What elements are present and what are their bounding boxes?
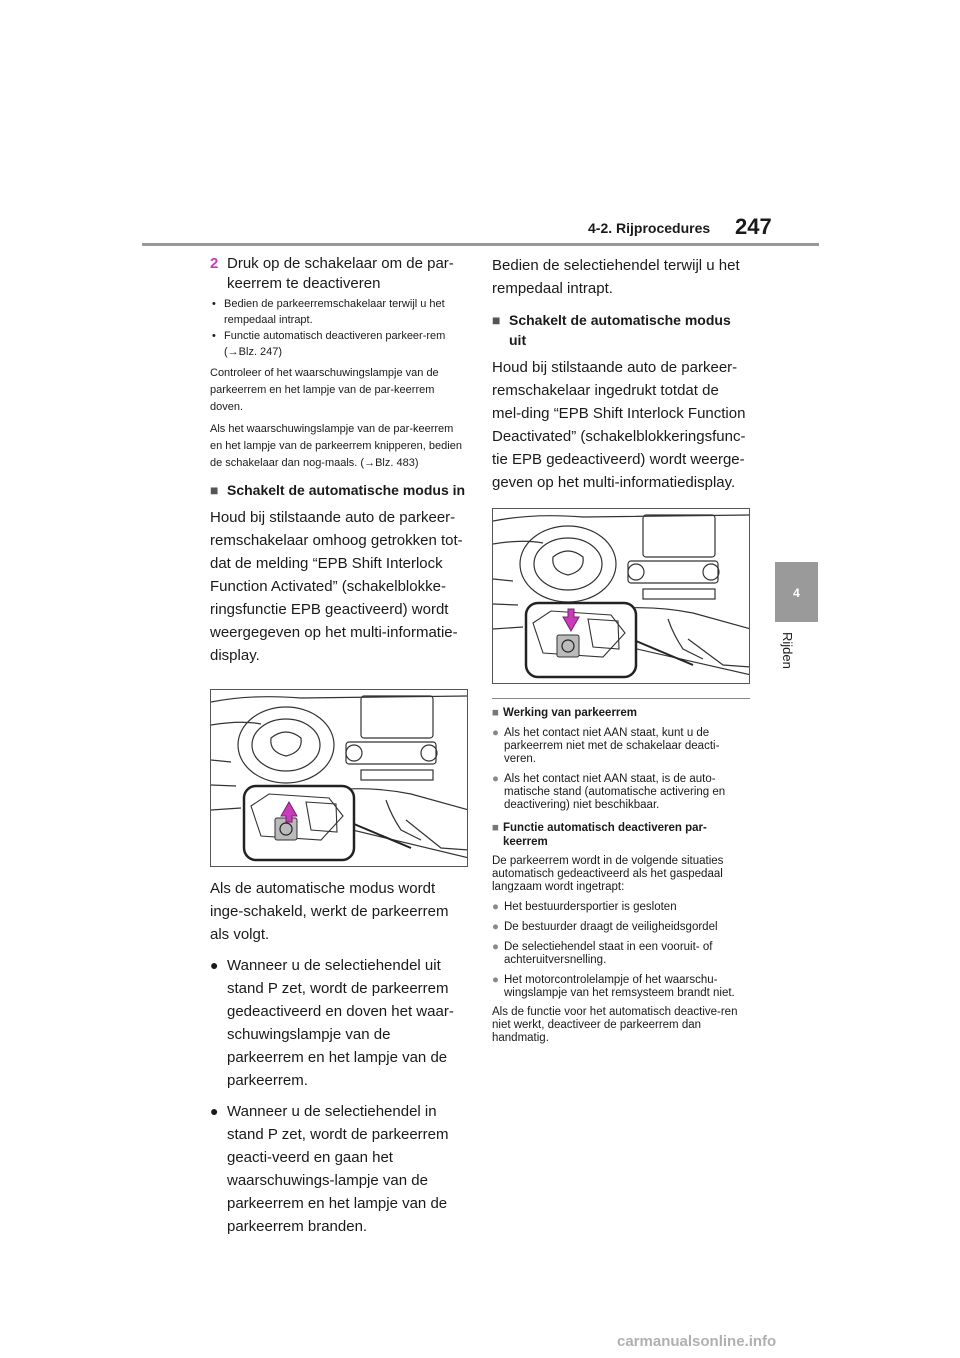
note-item: ● Als het contact niet AAN staat, kunt u de parkeerrem niet met de schakelaar deacti-veren.	[492, 727, 720, 765]
notes-divider	[492, 698, 750, 699]
note-heading-operation: ■ Werking van parkeerrem	[492, 707, 638, 719]
note-item: ● Het motorcontrolelampje of het waarschu-wingslampje van het remsysteem brandt niet.	[492, 974, 735, 999]
illustration-switch-press-down	[492, 508, 750, 684]
note-item: ● Als het contact niet AAN staat, is de auto-matische stand (automatische activering en deactivering) niet beschikbaar.	[492, 773, 726, 811]
bullet-dot-icon: ●	[492, 773, 499, 785]
bullet-dot-icon: ●	[492, 901, 499, 913]
dashboard-illustration	[493, 509, 750, 684]
note-item: ● De bestuurder draagt de veiligheidsgordel	[492, 921, 718, 933]
note-item: ● De selectiehendel staat in een vooruit- of achteruitversnelling.	[492, 941, 713, 966]
note-item: ● Het bestuurdersportier is gesloten	[492, 901, 677, 913]
step-text: Druk op de schakelaar om de par-keerrem te deactiveren	[227, 255, 454, 292]
note-paragraph: De parkeerrem wordt in de volgende situaties automatisch gedeactiveerd als het gaspedaal langzaam wordt ingetrapt:	[492, 855, 724, 893]
right-column	[492, 254, 750, 1045]
bullet-dot-icon: •	[212, 330, 216, 342]
auto-mode-explanation: Als de automatische modus wordt inge-schakeld, werkt de parkeerrem als volgt.	[210, 880, 449, 943]
dashboard-illustration	[211, 690, 468, 867]
header-divider	[142, 243, 819, 246]
auto-off-instructions: Houd bij stilstaande auto de parkeer-remschakelaar ingedrukt totdat de mel-ding “EPB Shift Interlock Function Deactivated” (schakelblokkeringsfunc-tie EPB gedeactiveerd) wordt weerge-geven op het multi-informatiedisplay.	[492, 359, 746, 491]
auto-on-instructions: Houd bij stilstaande auto de parkeer-remschakelaar omhoog getrokken tot-dat de melding “EPB Shift Interlock Function Activated” (schakelblokke-ringsfunctie EPB geactiveerd) wordt weergegeven op het multi-informatie-display.	[210, 509, 463, 664]
intro-paragraph: Bedien de selectiehendel terwijl u het rempedaal intrapt.	[492, 257, 740, 297]
page-number: 247	[735, 214, 772, 239]
note-footer: Als de functie voor het automatisch deactive-ren niet werkt, deactiveer de parkeerrem dan handmatig.	[492, 1006, 738, 1044]
chapter-tab: 4	[775, 562, 818, 622]
note-heading-auto-release: ■ Functie automatisch deactiveren par-keerrem	[492, 822, 707, 848]
bullet-dot-icon: ●	[492, 974, 499, 986]
bullet-dot-icon: ●	[492, 921, 499, 933]
bullet-dot-icon: ●	[210, 957, 219, 973]
step-2	[210, 254, 468, 294]
bullet-dot-icon: ●	[210, 1103, 219, 1119]
list-item: ● Wanneer u de selectiehendel uit stand P zet, wordt de parkeerrem gedeactiveerd en doven het waar-schuwingslampje van de parkeerrem en het lampje van de parkeerrem.	[210, 954, 468, 1092]
section-title: 4-2. Rijprocedures	[588, 220, 711, 236]
heading-auto-off: ■ Schakelt de automatische modus uit	[492, 312, 731, 348]
bullet-dot-icon: ●	[492, 727, 499, 739]
chapter-label: Rijden	[780, 632, 795, 669]
sub-bullet: • Bedien de parkeerremschakelaar terwijl u het rempedaal intrapt.	[212, 298, 445, 326]
bullet-dot-icon: •	[212, 298, 216, 310]
watermark: carmanualsonline.info	[617, 1333, 777, 1350]
square-bullet-icon: ■	[210, 482, 219, 498]
square-bullet-icon: ■	[492, 312, 501, 328]
illustration-switch-pull-up	[210, 689, 468, 867]
bullet-dot-icon: ●	[492, 941, 499, 953]
retry-paragraph: Als het waarschuwingslampje van de par-keerrem en het lampje van de parkeerrem knipperen, bedien de schakelaar dan nog-maals. (→Blz. 483)	[210, 423, 462, 469]
square-bullet-icon: ■	[492, 707, 499, 719]
left-column	[210, 254, 468, 1238]
list-item: ● Wanneer u de selectiehendel in stand P zet, wordt de parkeerrem geacti-veerd en gaan het waarschuwings-lampje van de parkeerrem en het lampje van de parkeerrem branden.	[210, 1100, 468, 1238]
sub-bullet: • Functie automatisch deactiveren parkeer-rem (→Blz. 247)	[212, 330, 446, 358]
step-number: 2	[210, 255, 219, 272]
check-paragraph: Controleer of het waarschuwingslampje van de parkeerrem en het lampje van de par-keerrem doven.	[210, 367, 439, 413]
square-bullet-icon: ■	[492, 822, 499, 834]
heading-auto-on: ■ Schakelt de automatische modus in	[210, 482, 466, 498]
